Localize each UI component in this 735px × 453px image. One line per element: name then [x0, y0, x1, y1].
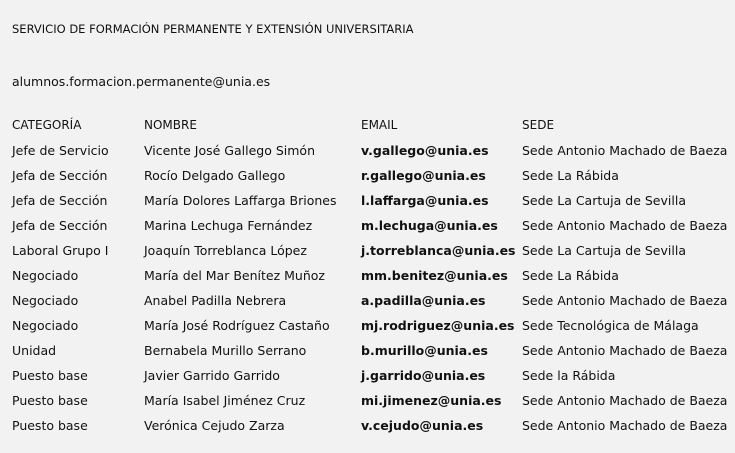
cell-nombre: Bernabela Murillo Serrano	[144, 343, 307, 358]
page-title: SERVICIO DE FORMACIÓN PERMANENTE Y EXTENSIÓN UNIVERSITARIA	[12, 22, 414, 36]
cell-sede: Sede Antonio Machado de Baeza	[522, 293, 728, 308]
cell-categoria: Jefa de Sección	[12, 193, 108, 208]
cell-nombre: María del Mar Benítez Muñoz	[144, 268, 325, 283]
cell-nombre: Verónica Cejudo Zarza	[144, 418, 285, 433]
table-row	[12, 213, 735, 238]
cell-email-link[interactable]: j.torreblanca@unia.es	[361, 243, 516, 258]
contact-email-link[interactable]: alumnos.formacion.permanente@unia.es	[12, 74, 271, 89]
cell-email-link[interactable]: r.gallego@unia.es	[361, 168, 486, 183]
cell-nombre: María Dolores Laffarga Briones	[144, 193, 337, 208]
table-row	[12, 413, 735, 438]
cell-nombre: Marina Lechuga Fernández	[144, 218, 313, 233]
cell-categoria: Negociado	[12, 268, 79, 283]
cell-sede: Sede Antonio Machado de Baeza	[522, 218, 728, 233]
cell-nombre: Vicente José Gallego Simón	[144, 143, 316, 158]
table-row	[12, 388, 735, 413]
cell-categoria: Jefa de Sección	[12, 168, 108, 183]
cell-sede: Sede la Rábida	[522, 368, 616, 383]
staff-table	[12, 113, 735, 438]
cell-categoria: Jefe de Servicio	[12, 143, 109, 158]
table-row	[12, 313, 735, 338]
cell-sede: Sede Antonio Machado de Baeza	[522, 143, 728, 158]
table-row	[12, 263, 735, 288]
column-header-email: EMAIL	[361, 118, 398, 132]
table-row	[12, 188, 735, 213]
column-header-nombre: NOMBRE	[144, 118, 197, 132]
cell-email-link[interactable]: mi.jimenez@unia.es	[361, 393, 502, 408]
cell-email-link[interactable]: v.cejudo@unia.es	[361, 418, 484, 433]
cell-categoria: Puesto base	[12, 393, 88, 408]
cell-sede: Sede Antonio Machado de Baeza	[522, 393, 728, 408]
cell-categoria: Negociado	[12, 293, 79, 308]
cell-sede: Sede La Cartuja de Sevilla	[522, 243, 686, 258]
cell-sede: Sede Tecnológica de Málaga	[522, 318, 699, 333]
cell-email-link[interactable]: l.laffarga@unia.es	[361, 193, 489, 208]
cell-categoria: Puesto base	[12, 418, 88, 433]
cell-sede: Sede Antonio Machado de Baeza	[522, 418, 728, 433]
cell-email-link[interactable]: b.murillo@unia.es	[361, 343, 488, 358]
table-row	[12, 338, 735, 363]
table-row	[12, 138, 735, 163]
table-row	[12, 238, 735, 263]
cell-categoria: Puesto base	[12, 368, 88, 383]
cell-email-link[interactable]: j.garrido@unia.es	[361, 368, 486, 383]
cell-nombre: Anabel Padilla Nebrera	[144, 293, 287, 308]
cell-categoria: Jefa de Sección	[12, 218, 108, 233]
cell-categoria: Negociado	[12, 318, 79, 333]
column-header-categoria: CATEGORÍA	[12, 118, 82, 132]
cell-email-link[interactable]: mm.benitez@unia.es	[361, 268, 508, 283]
cell-email-link[interactable]: a.padilla@unia.es	[361, 293, 486, 308]
cell-categoria: Unidad	[12, 343, 57, 358]
cell-email-link[interactable]: v.gallego@unia.es	[361, 143, 489, 158]
cell-email-link[interactable]: mj.rodriguez@unia.es	[361, 318, 515, 333]
cell-categoria: Laboral Grupo I	[12, 243, 109, 258]
table-header-row	[12, 113, 735, 138]
cell-nombre: Javier Garrido Garrido	[144, 368, 280, 383]
column-header-sede: SEDE	[522, 118, 555, 132]
cell-nombre: María José Rodríguez Castaño	[144, 318, 330, 333]
cell-sede: Sede Antonio Machado de Baeza	[522, 343, 728, 358]
cell-sede: Sede La Rábida	[522, 268, 619, 283]
table-row	[12, 288, 735, 313]
cell-email-link[interactable]: m.lechuga@unia.es	[361, 218, 498, 233]
cell-sede: Sede La Rábida	[522, 168, 619, 183]
cell-nombre: Joaquín Torreblanca López	[144, 243, 307, 258]
table-row	[12, 163, 735, 188]
cell-sede: Sede La Cartuja de Sevilla	[522, 193, 686, 208]
cell-nombre: María Isabel Jiménez Cruz	[144, 393, 306, 408]
table-row	[12, 363, 735, 388]
cell-nombre: Rocío Delgado Gallego	[144, 168, 286, 183]
